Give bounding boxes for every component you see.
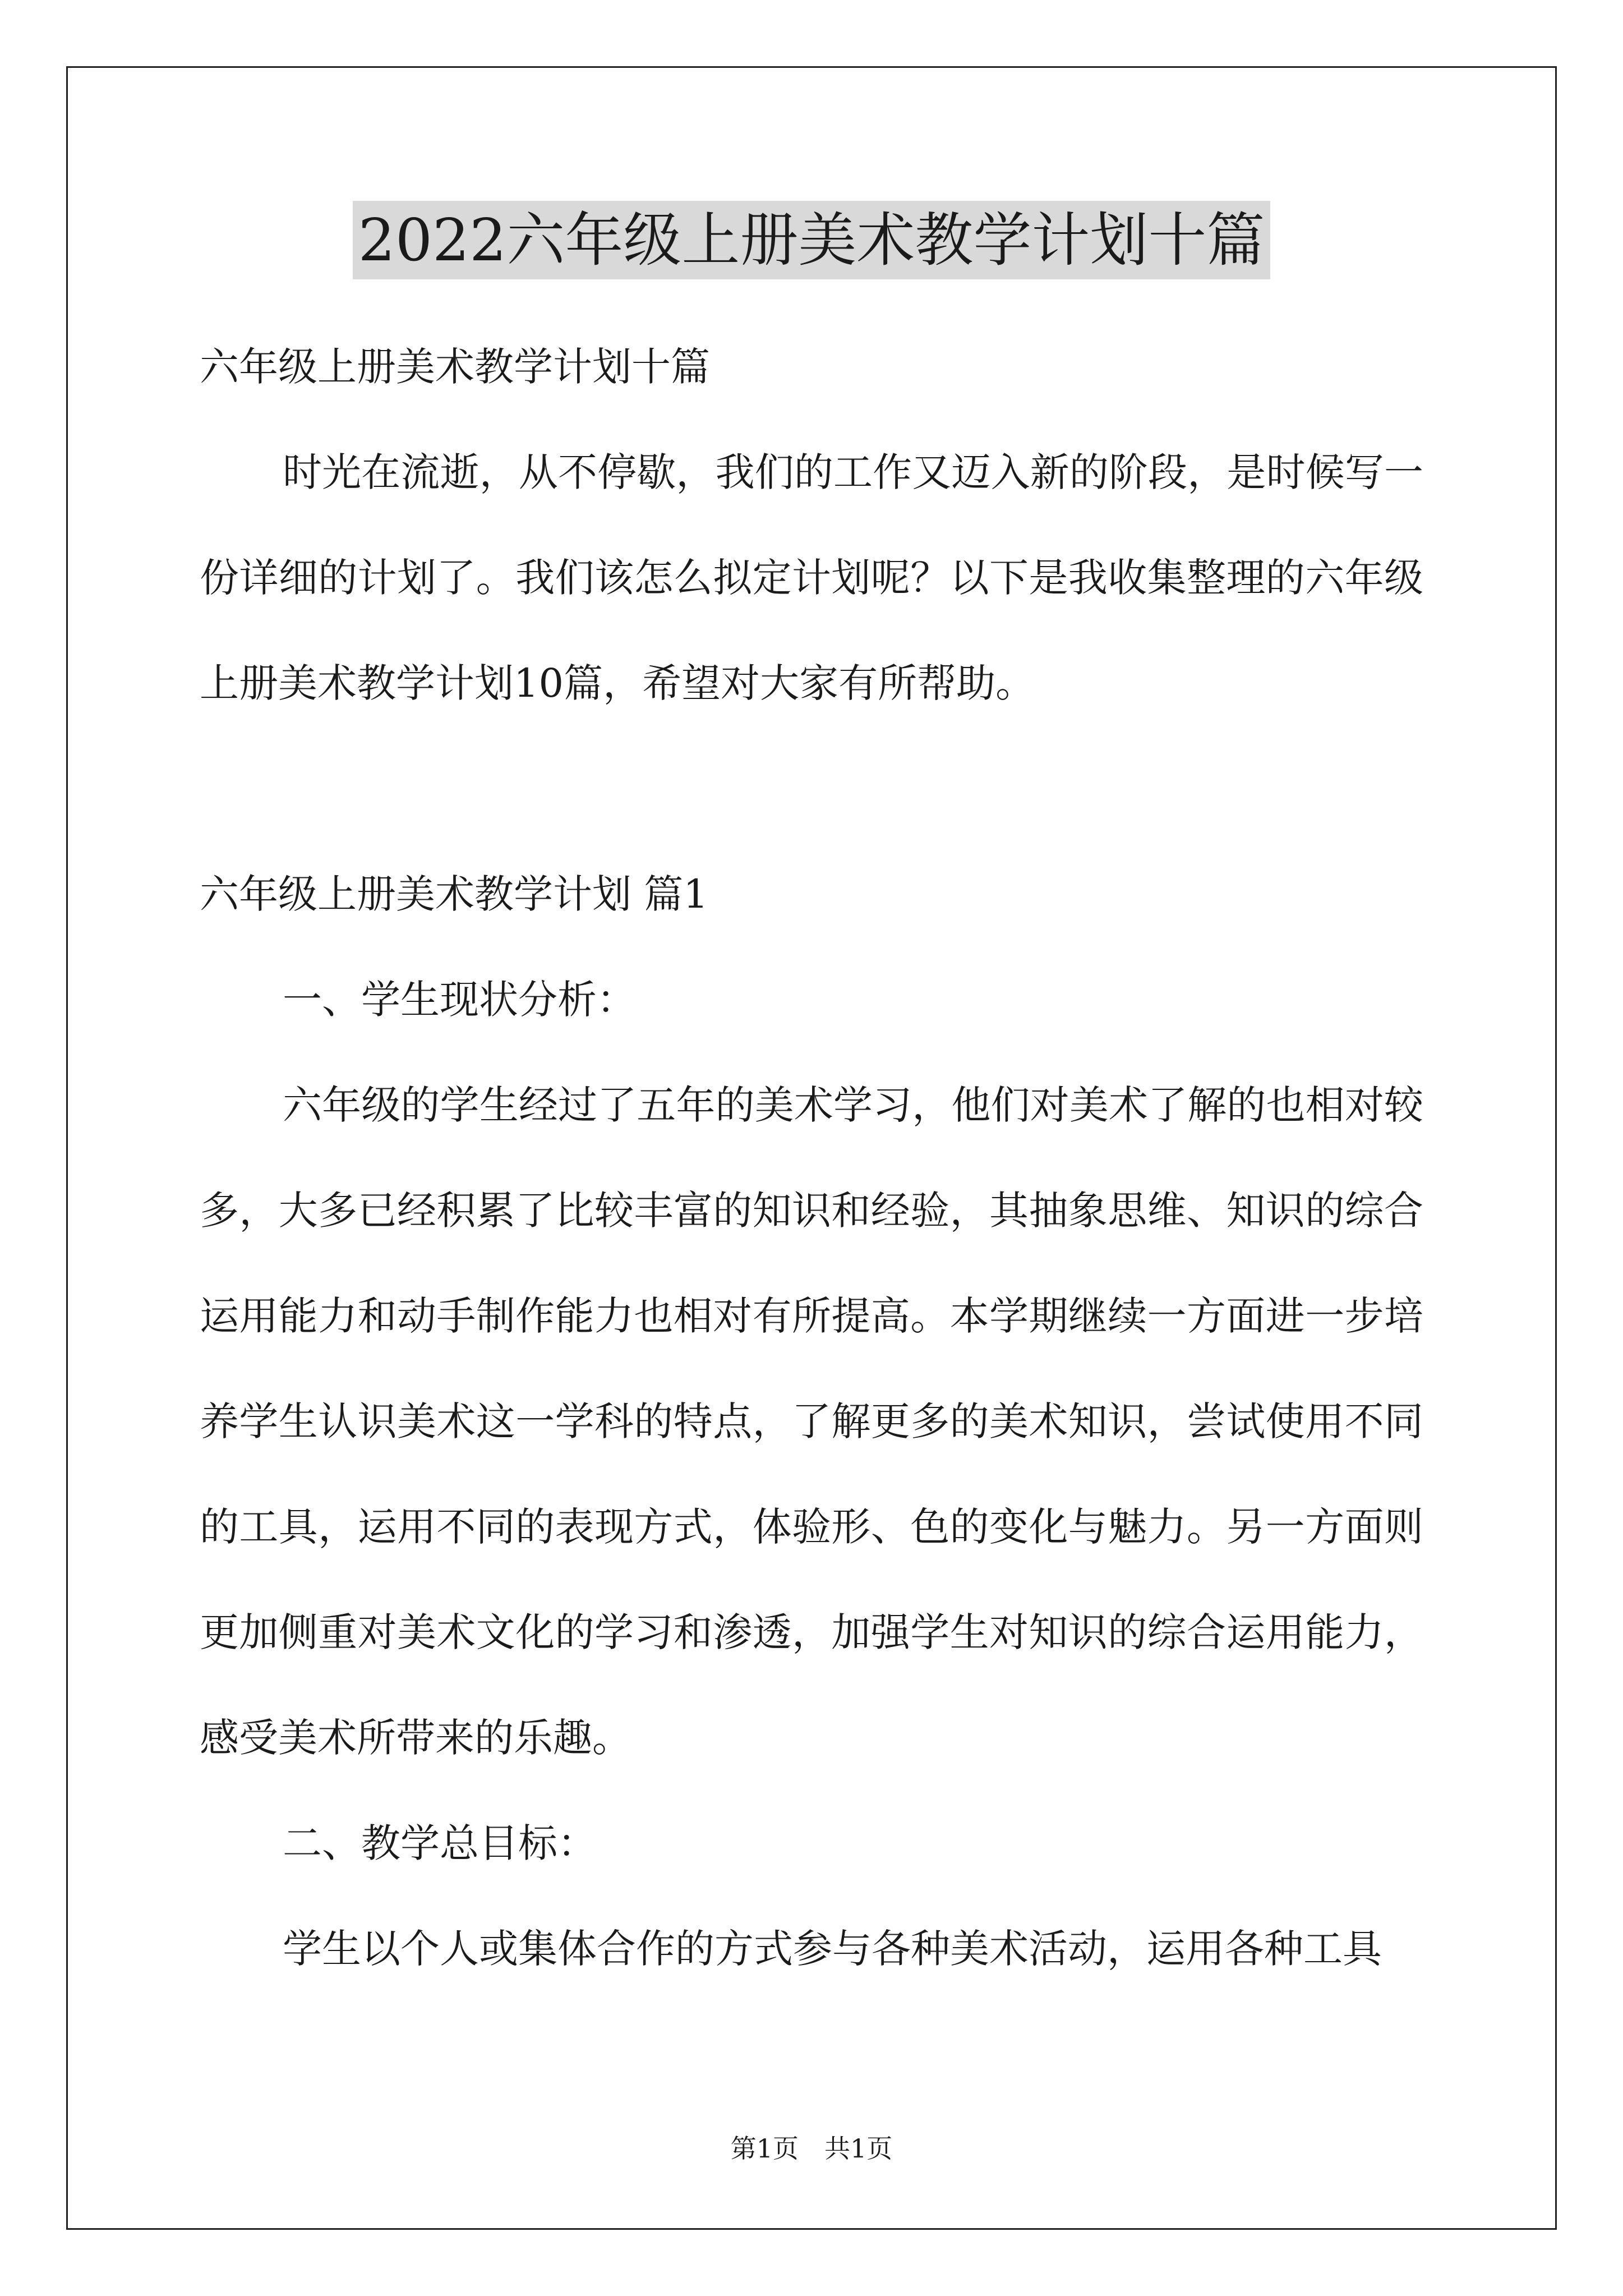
student-analysis-paragraph: 六年级的学生经过了五年的美术学习，他们对美术了解的也相对较多，大多已经积累了比较丰富的知识和经验，其抽象思维、知识的综合运用能力和动手制作能力也相对有所提高。本学期继续一方面进一步培养学生认识美术这一学科的特点，了解更多的美术知识，尝试使用不同的工具，运用不同的表现方式，体验形、色的变化与魅力。另一方面则更加侧重对美术文化的学习和渗透，加强学生对知识的综合运用能力，感受美术所带来的乐趣。 [200, 1082, 1423, 1761]
document-title: 2022六年级上册美术教学计划十篇 [353, 201, 1271, 279]
page-footer: 第1页 共1页 [730, 2133, 893, 2164]
blank-line [200, 736, 1423, 841]
title-block [0, 201, 1623, 279]
intro-paragraph: 时光在流逝，从不停歇，我们的工作又迈入新的阶段，是时候写一份详细的计划了。我们该怎么拟定计划呢？以下是我收集整理的六年级上册美术教学计划10篇，希望对大家有所帮助。 [200, 449, 1423, 706]
subheading-student-analysis: 一、学生现状分析： [283, 977, 636, 1023]
teaching-goals-paragraph: 学生以个人或集体合作的方式参与各种美术活动，运用各种工具 [283, 1926, 1382, 1972]
document-body [200, 314, 1423, 2001]
subtitle-paragraph: 六年级上册美术教学计划十篇 [200, 344, 710, 390]
section-heading: 六年级上册美术教学计划 篇1 [200, 871, 708, 917]
subheading-teaching-goals: 二、教学总目标： [283, 1820, 597, 1866]
